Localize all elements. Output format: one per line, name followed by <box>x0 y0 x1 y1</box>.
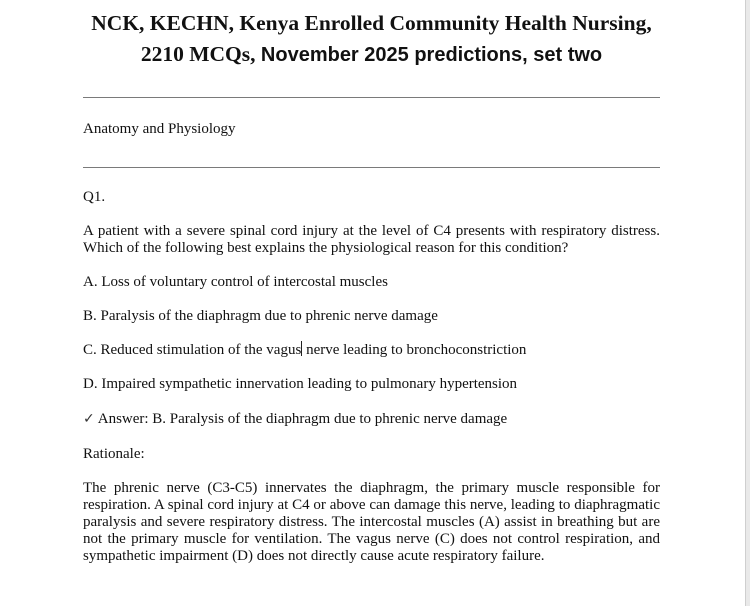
section-heading: Anatomy and Physiology <box>83 121 236 137</box>
window-edge <box>745 0 750 606</box>
rationale-text: The phrenic nerve (C3-C5) innervates the diaphragm, the primary muscle responsible for respiration. A spinal cord injury at C4 or above can damage this nerve, leading to diaphragmatic paralysis and severe respiratory distress. The intercostal muscles (A) assist in breathing but are not the primary muscle for ventilation. The vagus nerve (C) does not control respiration, and sympathetic impairment (D) does not directly cause acute respiratory failure. <box>83 480 660 564</box>
option-d: D. Impaired sympathetic innervation leading to pulmonary hypertension <box>83 376 518 392</box>
checkmark-icon: ✓ <box>83 411 95 427</box>
option-c-tail: nerve leading to bronchoconstriction <box>302 342 527 358</box>
option-b: B. Paralysis of the diaphragm due to phrenic nerve damage <box>83 308 438 324</box>
option-a: A. Loss of voluntary control of intercostal muscles <box>83 274 388 290</box>
divider <box>83 97 660 98</box>
title-part-1: NCK, KECHN, Kenya Enrolled Community Health Nursing, 2210 MCQs, <box>91 11 652 66</box>
rationale-label: Rationale: <box>83 446 145 462</box>
question-stem: A patient with a severe spinal cord injury at the level of C4 presents with respiratory distress. Which of the following best explains the physiological reason for this condition? <box>83 223 660 256</box>
title-part-2: November 2025 predictions, set two <box>260 44 603 66</box>
document-page <box>83 0 660 565</box>
document-title <box>83 8 660 71</box>
question-number: Q1. <box>83 189 106 205</box>
answer-line <box>83 410 660 428</box>
answer-text: Answer: B. Paralysis of the diaphragm due to phrenic nerve damage <box>97 411 508 427</box>
divider <box>83 167 660 168</box>
option-c <box>83 341 660 359</box>
option-c-head: C. Reduced stimulation of the vagus <box>83 342 302 358</box>
